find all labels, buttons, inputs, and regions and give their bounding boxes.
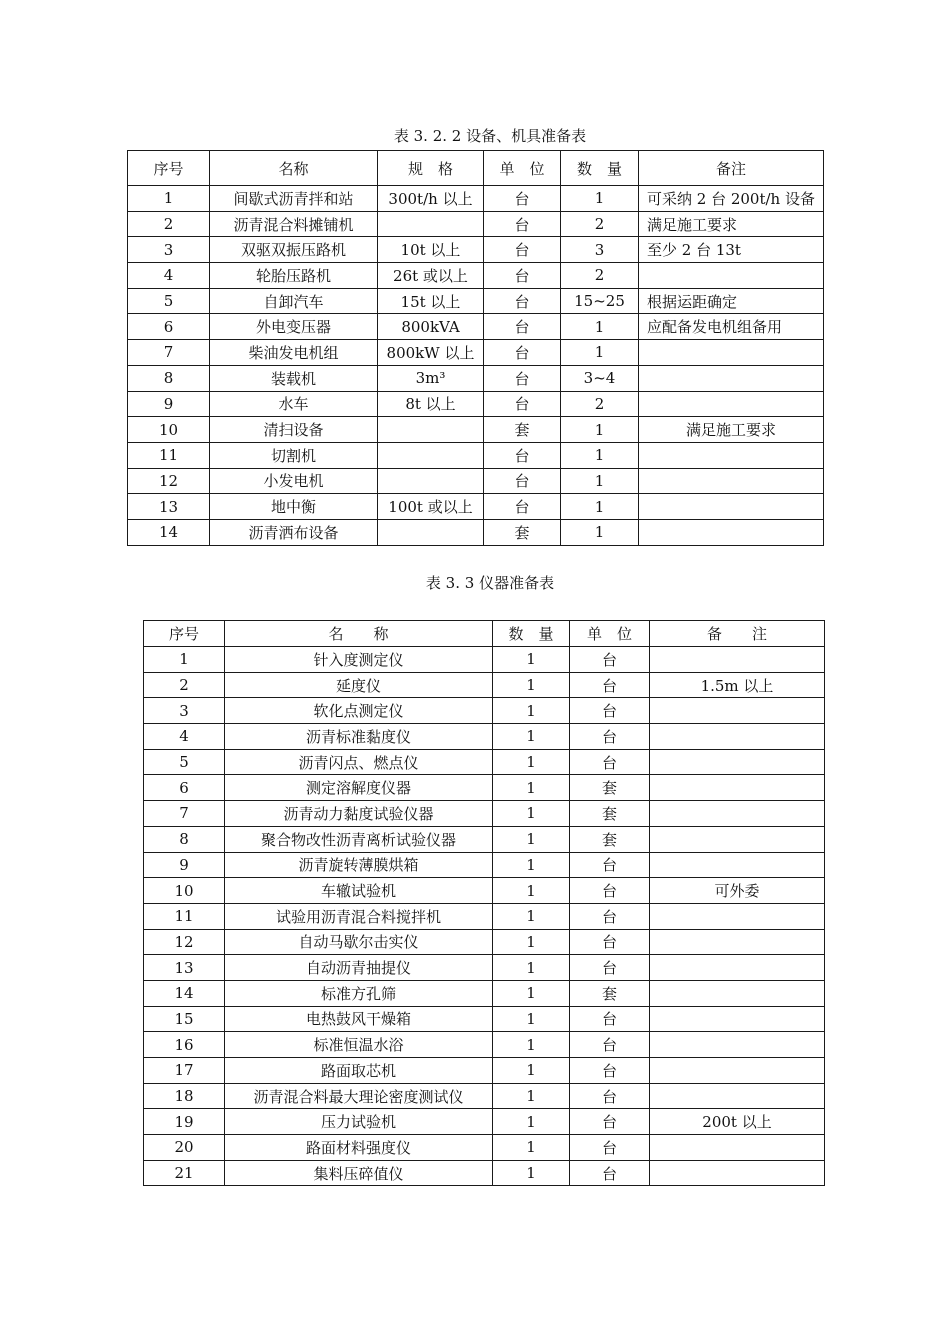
cell-index: 7 — [144, 801, 225, 827]
equipment-row — [128, 237, 824, 263]
cell-remarks — [639, 442, 824, 468]
cell-quantity: 1 — [493, 1135, 570, 1161]
cell-unit: 台 — [570, 1058, 650, 1084]
cell-index: 14 — [144, 980, 225, 1006]
col-header-index: 序号 — [144, 621, 225, 647]
cell-unit: 套 — [570, 801, 650, 827]
instrument-row — [144, 1058, 825, 1084]
cell-quantity: 1 — [493, 672, 570, 698]
cell-name: 自卸汽车 — [210, 288, 378, 314]
cell-unit: 台 — [484, 263, 561, 289]
cell-remarks — [650, 980, 825, 1006]
cell-index: 11 — [144, 903, 225, 929]
cell-name: 沥青洒布设备 — [210, 519, 378, 545]
col-header-remarks: 备 注 — [650, 621, 825, 647]
cell-remarks: 可采纳 2 台 200t/h 设备 — [639, 186, 824, 212]
equipment-table — [127, 150, 824, 546]
cell-quantity: 1 — [493, 698, 570, 724]
cell-spec — [378, 519, 484, 545]
cell-index: 10 — [144, 878, 225, 904]
cell-remarks: 根据运距确定 — [639, 288, 824, 314]
cell-quantity: 1 — [493, 1160, 570, 1186]
equipment-table-caption: 表 3. 2. 2 设备、机具准备表 — [393, 127, 587, 145]
cell-remarks — [639, 365, 824, 391]
cell-quantity: 1 — [561, 186, 639, 212]
cell-quantity: 15~25 — [561, 288, 639, 314]
instrument-row — [144, 724, 825, 750]
cell-quantity: 1 — [493, 749, 570, 775]
equipment-row — [128, 519, 824, 545]
cell-name: 双驱双振压路机 — [210, 237, 378, 263]
cell-name: 软化点测定仪 — [225, 698, 493, 724]
cell-unit: 台 — [484, 365, 561, 391]
cell-spec: 100t 或以上 — [378, 494, 484, 520]
cell-quantity: 1 — [561, 519, 639, 545]
cell-spec — [378, 211, 484, 237]
instrument-row — [144, 929, 825, 955]
col-header-name: 名 称 — [225, 621, 493, 647]
cell-quantity: 1 — [493, 826, 570, 852]
cell-index: 9 — [128, 391, 210, 417]
cell-remarks: 200t 以上 — [650, 1109, 825, 1135]
cell-index: 6 — [144, 775, 225, 801]
instrument-row — [144, 801, 825, 827]
cell-name: 针入度测定仪 — [225, 647, 493, 673]
cell-name: 轮胎压路机 — [210, 263, 378, 289]
cell-name: 间歇式沥青拌和站 — [210, 186, 378, 212]
cell-remarks — [650, 1006, 825, 1032]
cell-index: 3 — [144, 698, 225, 724]
cell-quantity: 1 — [561, 442, 639, 468]
cell-quantity: 1 — [493, 878, 570, 904]
cell-quantity: 1 — [493, 955, 570, 981]
cell-quantity: 2 — [561, 211, 639, 237]
cell-remarks: 应配备发电机组备用 — [639, 314, 824, 340]
instrument-row — [144, 698, 825, 724]
cell-quantity: 3 — [561, 237, 639, 263]
cell-name: 清扫设备 — [210, 417, 378, 443]
cell-unit: 套 — [570, 775, 650, 801]
cell-remarks: 满足施工要求 — [639, 211, 824, 237]
cell-quantity: 1 — [493, 980, 570, 1006]
cell-index: 5 — [144, 749, 225, 775]
col-header-name: 名称 — [210, 151, 378, 186]
instrument-row — [144, 852, 825, 878]
cell-quantity: 1 — [493, 1058, 570, 1084]
cell-name: 测定溶解度仪器 — [225, 775, 493, 801]
cell-index: 4 — [128, 263, 210, 289]
cell-index: 15 — [144, 1006, 225, 1032]
cell-index: 19 — [144, 1109, 225, 1135]
instrument-row — [144, 1160, 825, 1186]
cell-remarks — [639, 340, 824, 366]
cell-index: 21 — [144, 1160, 225, 1186]
equipment-row — [128, 417, 824, 443]
instrument-row — [144, 672, 825, 698]
cell-name: 标准方孔筛 — [225, 980, 493, 1006]
cell-remarks — [650, 647, 825, 673]
cell-unit: 台 — [484, 237, 561, 263]
cell-remarks — [650, 1058, 825, 1084]
equipment-row — [128, 494, 824, 520]
instrument-row — [144, 1083, 825, 1109]
cell-unit: 套 — [484, 417, 561, 443]
col-header-unit: 单 位 — [484, 151, 561, 186]
cell-quantity: 1 — [493, 775, 570, 801]
instrument-row — [144, 980, 825, 1006]
cell-spec: 3m³ — [378, 365, 484, 391]
cell-remarks — [650, 929, 825, 955]
cell-unit: 台 — [570, 672, 650, 698]
instrument-row — [144, 749, 825, 775]
cell-name: 路面取芯机 — [225, 1058, 493, 1084]
cell-remarks — [650, 749, 825, 775]
cell-remarks — [650, 903, 825, 929]
cell-index: 14 — [128, 519, 210, 545]
cell-remarks — [650, 1083, 825, 1109]
cell-name: 柴油发电机组 — [210, 340, 378, 366]
cell-name: 自动沥青抽提仪 — [225, 955, 493, 981]
cell-name: 装载机 — [210, 365, 378, 391]
instrument-table-header — [144, 621, 825, 647]
cell-name: 聚合物改性沥青离析试验仪器 — [225, 826, 493, 852]
cell-index: 13 — [144, 955, 225, 981]
col-header-remarks: 备注 — [639, 151, 824, 186]
cell-spec: 800kVA — [378, 314, 484, 340]
cell-remarks — [650, 852, 825, 878]
cell-remarks — [639, 263, 824, 289]
cell-name: 压力试验机 — [225, 1109, 493, 1135]
cell-quantity: 1 — [493, 852, 570, 878]
equipment-row — [128, 288, 824, 314]
cell-quantity: 1 — [493, 801, 570, 827]
cell-index: 8 — [144, 826, 225, 852]
cell-index: 17 — [144, 1058, 225, 1084]
cell-unit: 台 — [484, 391, 561, 417]
cell-index: 4 — [144, 724, 225, 750]
cell-unit: 套 — [570, 826, 650, 852]
cell-name: 试验用沥青混合料搅拌机 — [225, 903, 493, 929]
equipment-row — [128, 365, 824, 391]
cell-index: 1 — [144, 647, 225, 673]
cell-name: 地中衡 — [210, 494, 378, 520]
cell-unit: 台 — [570, 1135, 650, 1161]
instrument-row — [144, 1006, 825, 1032]
cell-name: 标准恒温水浴 — [225, 1032, 493, 1058]
cell-index: 18 — [144, 1083, 225, 1109]
cell-unit: 台 — [484, 468, 561, 494]
instrument-row — [144, 826, 825, 852]
cell-remarks — [639, 519, 824, 545]
cell-quantity: 1 — [493, 903, 570, 929]
cell-remarks: 满足施工要求 — [639, 417, 824, 443]
cell-unit: 台 — [570, 929, 650, 955]
cell-name: 外电变压器 — [210, 314, 378, 340]
cell-unit: 台 — [570, 647, 650, 673]
equipment-row — [128, 211, 824, 237]
col-header-unit: 单 位 — [570, 621, 650, 647]
cell-remarks — [650, 775, 825, 801]
cell-unit: 套 — [570, 980, 650, 1006]
cell-index: 3 — [128, 237, 210, 263]
cell-unit: 台 — [570, 698, 650, 724]
cell-quantity: 1 — [561, 340, 639, 366]
cell-spec — [378, 468, 484, 494]
cell-unit: 台 — [570, 955, 650, 981]
cell-quantity: 1 — [493, 1083, 570, 1109]
cell-unit: 台 — [570, 724, 650, 750]
cell-unit: 台 — [484, 314, 561, 340]
equipment-row — [128, 442, 824, 468]
cell-quantity: 1 — [493, 724, 570, 750]
cell-index: 11 — [128, 442, 210, 468]
cell-unit: 台 — [484, 494, 561, 520]
equipment-row — [128, 468, 824, 494]
col-header-spec: 规 格 — [378, 151, 484, 186]
cell-spec: 26t 或以上 — [378, 263, 484, 289]
cell-quantity: 1 — [561, 494, 639, 520]
equipment-row — [128, 263, 824, 289]
cell-quantity: 1 — [561, 314, 639, 340]
equipment-table-header — [128, 151, 824, 186]
cell-name: 沥青混合料摊铺机 — [210, 211, 378, 237]
cell-spec: 300t/h 以上 — [378, 186, 484, 212]
cell-spec: 8t 以上 — [378, 391, 484, 417]
instrument-row — [144, 878, 825, 904]
instrument-row — [144, 903, 825, 929]
cell-unit: 台 — [570, 1083, 650, 1109]
cell-index: 16 — [144, 1032, 225, 1058]
cell-remarks — [639, 468, 824, 494]
cell-index: 20 — [144, 1135, 225, 1161]
cell-name: 水车 — [210, 391, 378, 417]
equipment-row — [128, 186, 824, 212]
cell-quantity: 1 — [493, 1006, 570, 1032]
cell-spec — [378, 442, 484, 468]
cell-quantity: 1 — [561, 468, 639, 494]
cell-unit: 台 — [570, 1160, 650, 1186]
cell-spec: 800kW 以上 — [378, 340, 484, 366]
cell-remarks — [650, 698, 825, 724]
cell-unit: 台 — [484, 186, 561, 212]
equipment-row — [128, 391, 824, 417]
cell-remarks: 1.5m 以上 — [650, 672, 825, 698]
instrument-row — [144, 647, 825, 673]
cell-unit: 台 — [570, 878, 650, 904]
cell-name: 沥青标准黏度仪 — [225, 724, 493, 750]
cell-index: 9 — [144, 852, 225, 878]
cell-index: 13 — [128, 494, 210, 520]
cell-index: 10 — [128, 417, 210, 443]
equipment-row — [128, 314, 824, 340]
cell-unit: 台 — [570, 749, 650, 775]
cell-remarks — [650, 955, 825, 981]
cell-index: 6 — [128, 314, 210, 340]
cell-name: 小发电机 — [210, 468, 378, 494]
cell-index: 12 — [144, 929, 225, 955]
equipment-row — [128, 340, 824, 366]
instrument-row — [144, 1135, 825, 1161]
cell-name: 电热鼓风干燥箱 — [225, 1006, 493, 1032]
cell-quantity: 1 — [493, 1032, 570, 1058]
cell-remarks — [650, 1160, 825, 1186]
cell-remarks — [650, 1032, 825, 1058]
cell-index: 2 — [144, 672, 225, 698]
cell-unit: 套 — [484, 519, 561, 545]
cell-unit: 台 — [570, 1109, 650, 1135]
cell-unit: 台 — [484, 340, 561, 366]
col-header-index: 序号 — [128, 151, 210, 186]
instrument-row — [144, 1032, 825, 1058]
cell-name: 沥青动力黏度试验仪器 — [225, 801, 493, 827]
cell-remarks: 至少 2 台 13t — [639, 237, 824, 263]
cell-remarks — [650, 801, 825, 827]
cell-quantity: 1 — [493, 1109, 570, 1135]
cell-index: 5 — [128, 288, 210, 314]
cell-unit: 台 — [570, 852, 650, 878]
cell-name: 沥青闪点、燃点仪 — [225, 749, 493, 775]
cell-name: 车辙试验机 — [225, 878, 493, 904]
col-header-quantity: 数 量 — [493, 621, 570, 647]
cell-index: 8 — [128, 365, 210, 391]
cell-name: 沥青旋转薄膜烘箱 — [225, 852, 493, 878]
instrument-table-caption: 表 3. 3 仪器准备表 — [425, 574, 555, 592]
cell-unit: 台 — [484, 442, 561, 468]
cell-index: 7 — [128, 340, 210, 366]
cell-quantity: 3~4 — [561, 365, 639, 391]
cell-index: 12 — [128, 468, 210, 494]
cell-remarks — [639, 391, 824, 417]
cell-remarks: 可外委 — [650, 878, 825, 904]
cell-name: 切割机 — [210, 442, 378, 468]
instrument-table — [143, 620, 825, 1186]
cell-quantity: 1 — [561, 417, 639, 443]
cell-unit: 台 — [570, 1006, 650, 1032]
instrument-row — [144, 1109, 825, 1135]
cell-name: 自动马歇尔击实仪 — [225, 929, 493, 955]
cell-quantity: 2 — [561, 391, 639, 417]
cell-spec: 10t 以上 — [378, 237, 484, 263]
cell-index: 1 — [128, 186, 210, 212]
cell-name: 沥青混合料最大理论密度测试仪 — [225, 1083, 493, 1109]
cell-unit: 台 — [570, 903, 650, 929]
cell-spec — [378, 417, 484, 443]
cell-quantity: 2 — [561, 263, 639, 289]
cell-index: 2 — [128, 211, 210, 237]
col-header-quantity: 数 量 — [561, 151, 639, 186]
cell-remarks — [650, 1135, 825, 1161]
cell-unit: 台 — [570, 1032, 650, 1058]
cell-unit: 台 — [484, 211, 561, 237]
cell-name: 集料压碎值仪 — [225, 1160, 493, 1186]
cell-remarks — [650, 826, 825, 852]
cell-quantity: 1 — [493, 929, 570, 955]
cell-remarks — [639, 494, 824, 520]
cell-unit: 台 — [484, 288, 561, 314]
cell-name: 路面材料强度仪 — [225, 1135, 493, 1161]
instrument-row — [144, 775, 825, 801]
instrument-row — [144, 955, 825, 981]
cell-name: 延度仪 — [225, 672, 493, 698]
cell-remarks — [650, 724, 825, 750]
cell-quantity: 1 — [493, 647, 570, 673]
cell-spec: 15t 以上 — [378, 288, 484, 314]
